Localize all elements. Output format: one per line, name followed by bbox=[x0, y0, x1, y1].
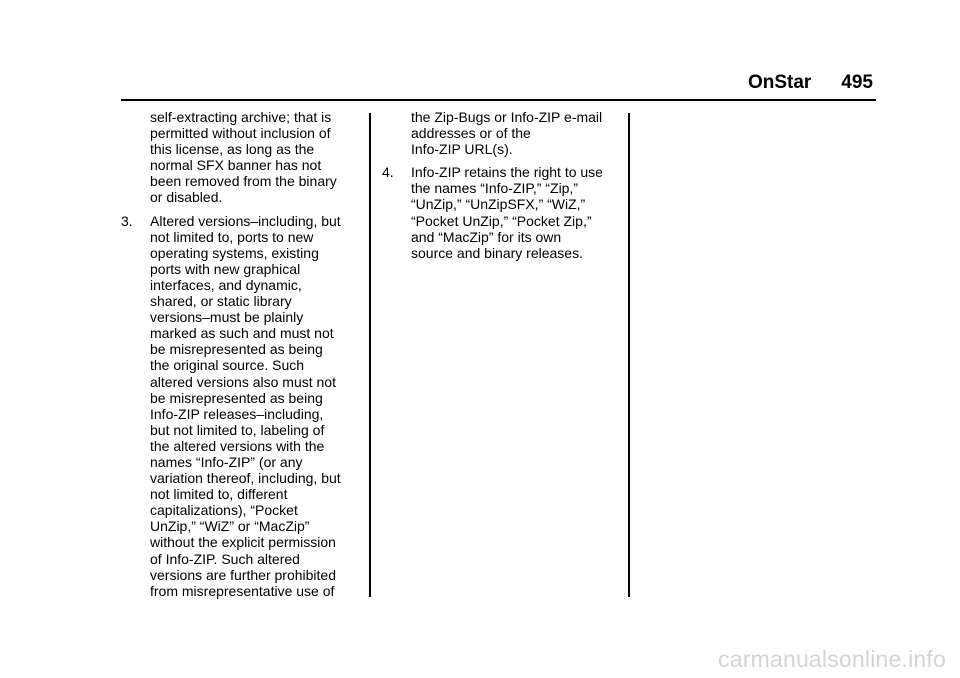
text-line: not limited to, different bbox=[150, 486, 288, 503]
text-line: Info-ZIP URL(s). bbox=[411, 141, 513, 158]
watermark: carmanualsonline.info bbox=[718, 646, 946, 672]
text-line: variation thereof, including, but bbox=[150, 470, 341, 487]
text-line: but not limited to, labeling of bbox=[150, 421, 325, 438]
text-line: altered versions also must not bbox=[150, 373, 336, 390]
text-line: operating systems, existing bbox=[150, 244, 319, 261]
text-line: permitted without inclusion of bbox=[150, 125, 331, 142]
list-item-3 bbox=[121, 213, 359, 599]
text-line: ports with new graphical bbox=[150, 260, 301, 277]
text-line: the original source. Such bbox=[150, 357, 305, 374]
text-line: of Info-ZIP. Such altered bbox=[150, 550, 300, 567]
text-line: names “Info-ZIP” (or any bbox=[150, 453, 303, 470]
text-line: and “MacZip” for its own bbox=[411, 228, 562, 245]
column-divider bbox=[628, 113, 630, 597]
list-item-4 bbox=[382, 164, 622, 261]
item-number: 3. bbox=[121, 212, 133, 229]
text-line: “UnZip,” “UnZipSFX,” “WiZ,” bbox=[411, 196, 586, 213]
text-line: be misrepresented as being bbox=[150, 389, 323, 406]
text-line: this license, as long as the bbox=[150, 141, 315, 158]
text-line: the Zip-Bugs or Info-ZIP e-mail bbox=[411, 109, 603, 125]
continuation-paragraph bbox=[121, 109, 359, 206]
text-line: marked as such and must not bbox=[150, 325, 334, 342]
text-line: from misrepresentative use of bbox=[150, 582, 335, 599]
text-line: addresses or of the bbox=[411, 125, 531, 142]
item-text bbox=[411, 164, 622, 261]
text-line: been removed from the binary bbox=[150, 173, 337, 190]
text-line: self-extracting archive; that is bbox=[150, 109, 332, 125]
text-line: UnZip,” “WiZ” or “MacZip” bbox=[150, 518, 310, 535]
column-left bbox=[121, 109, 359, 599]
item-text bbox=[150, 213, 359, 599]
text-line: versions–must be plainly bbox=[150, 309, 304, 326]
item-number: 4. bbox=[382, 164, 394, 181]
continuation-paragraph bbox=[382, 109, 622, 157]
text-line: source and binary releases. bbox=[411, 244, 583, 261]
text-line: be misrepresented as being bbox=[150, 341, 323, 358]
text-line: shared, or static library bbox=[150, 293, 292, 310]
text-line: normal SFX banner has not bbox=[150, 157, 322, 174]
text-line: or disabled. bbox=[150, 189, 223, 206]
text-line: Altered versions–including, but bbox=[150, 212, 341, 229]
text-line: the names “Info-ZIP,” “Zip,” bbox=[411, 180, 579, 197]
text-line: Info-ZIP releases–including, bbox=[150, 405, 324, 422]
text-line: the altered versions with the bbox=[150, 437, 325, 454]
text-line: Info-ZIP retains the right to use bbox=[411, 164, 603, 181]
column-divider bbox=[369, 113, 371, 597]
section-title: OnStar bbox=[747, 72, 812, 93]
page-number: 495 bbox=[841, 72, 873, 93]
page-header bbox=[748, 72, 873, 94]
text-line: not limited to, ports to new bbox=[150, 228, 314, 245]
text-line: capitalizations), “Pocket bbox=[150, 502, 298, 519]
text-line: versions are further prohibited bbox=[150, 566, 336, 583]
header-rule bbox=[121, 99, 876, 101]
text-line: interfaces, and dynamic, bbox=[150, 276, 302, 293]
text-line: without the explicit permission bbox=[150, 534, 336, 551]
text-line: “Pocket UnZip,” “Pocket Zip,” bbox=[411, 212, 592, 229]
column-right bbox=[382, 109, 622, 261]
